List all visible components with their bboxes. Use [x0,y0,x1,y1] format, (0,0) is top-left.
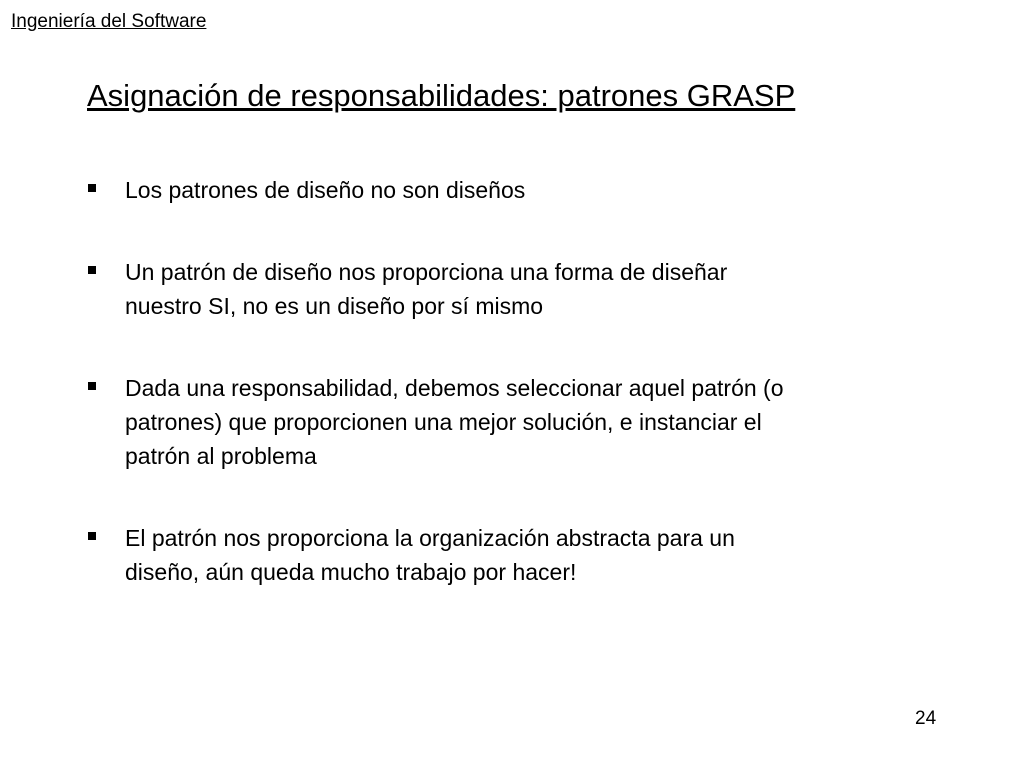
square-bullet-icon [88,266,96,274]
square-bullet-icon [88,184,96,192]
bullet-text: Dada una responsabilidad, debemos seleccionar aquel patrón (o patrones) que proporcionen una mejor solución, e instanciar el patrón al problema [125,375,784,469]
bullet-text: Los patrones de diseño no son diseños [125,177,526,203]
course-header: Ingeniería del Software [11,11,207,32]
bullet-text: El patrón nos proporciona la organización abstracta para un diseño, aún queda mucho trabajo por hacer! [125,525,735,585]
square-bullet-icon [88,382,96,390]
page-number: 24 [915,708,937,729]
square-bullet-icon [88,532,96,540]
slide-title: Asignación de responsabilidades: patrones GRASP [87,78,796,113]
bullet-text: Un patrón de diseño nos proporciona una forma de diseñar nuestro SI, no es un diseño por sí mismo [125,259,728,319]
